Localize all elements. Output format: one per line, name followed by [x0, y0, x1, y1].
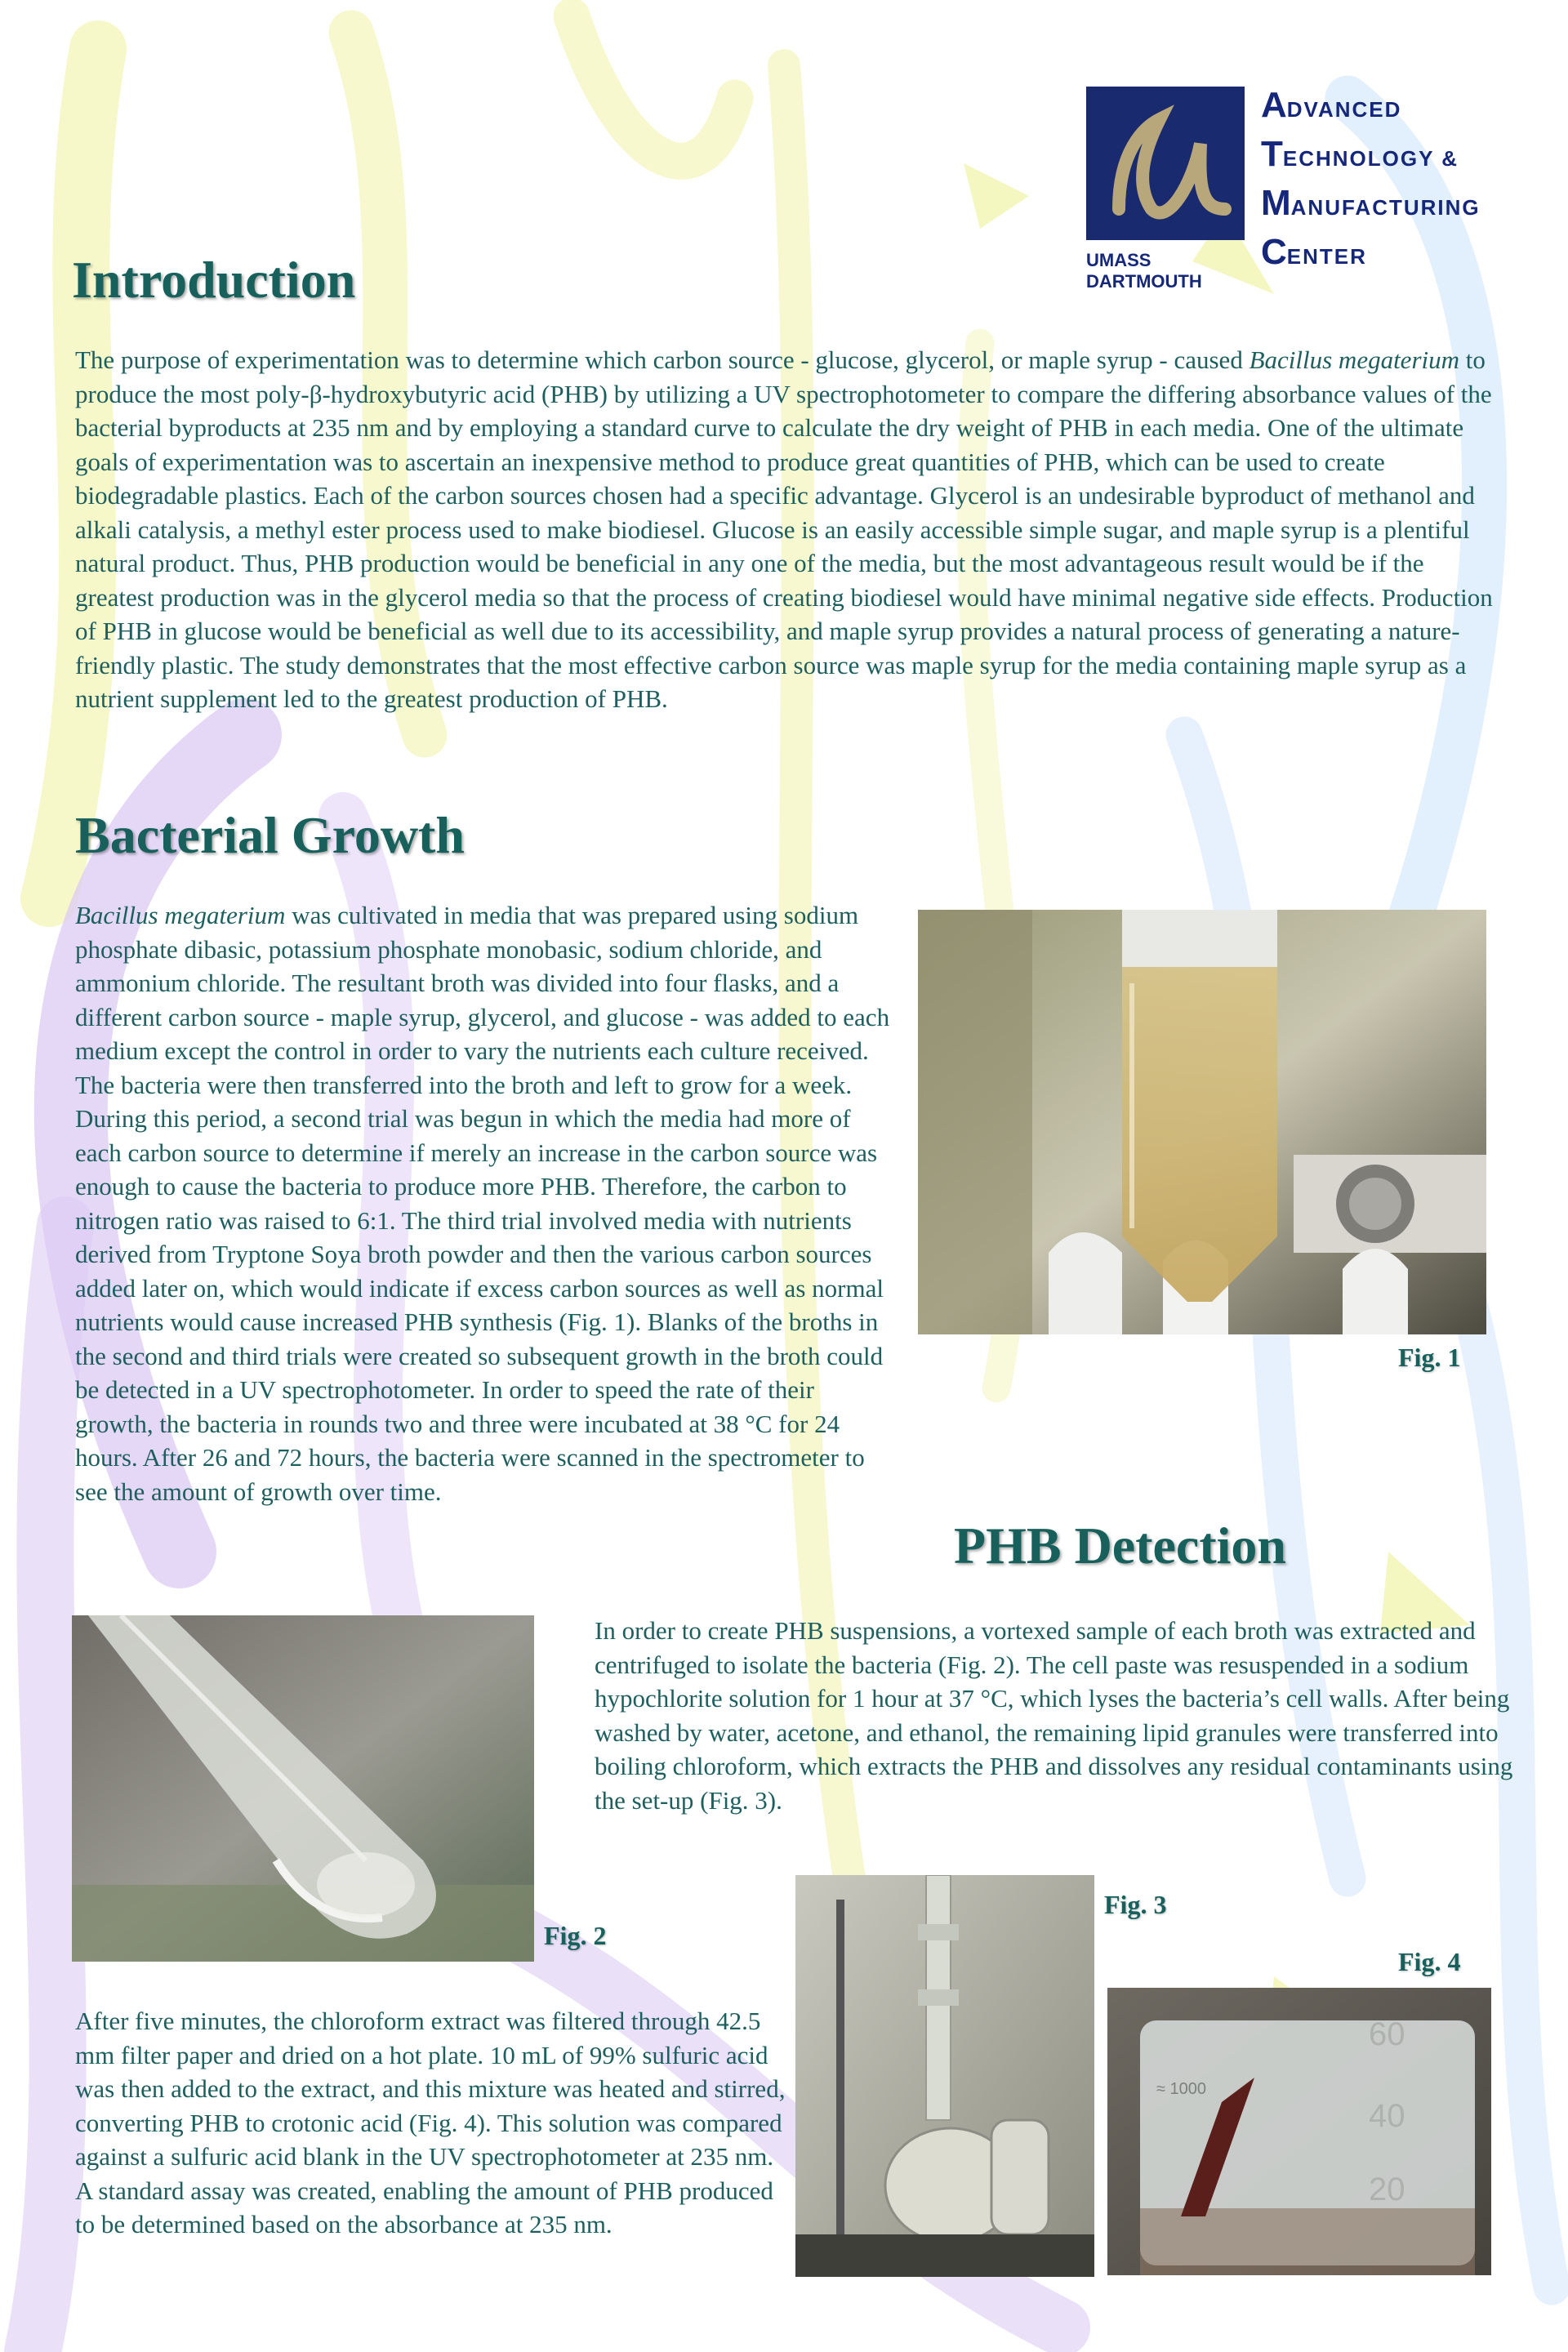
phb-detection-paragraph-2: After five minutes, the chloroform extract was filtered through 42.5 mm filter paper and dried on a hot plate. 10 mL of 99% sulfuric acid was then added to the extract, and this mixture was heated and stirred, converting PHB to crotonic acid (Fig. 4). This solution was compared against a sulfuric acid blank in the UV spectrophotometer at 235 nm. A standard assay was created, enabling the amount of PHB produced to be determined based on the absorbance at 235 nm. — [75, 2007, 786, 2238]
logo-emblem — [1086, 87, 1245, 240]
fig1-label: Fig. 1 — [1398, 1343, 1461, 1372]
logo-caption: UMASS DARTMOUTH — [1086, 250, 1202, 292]
fig4-label: Fig. 4 — [1398, 1947, 1461, 1976]
bacterial-growth-heading: Bacterial Growth — [75, 806, 465, 864]
beaker-text: ≈ 1000 — [1156, 2080, 1207, 2098]
beaker-mark-20: 20 — [1369, 2172, 1405, 2207]
fig2-photo-test-tube — [72, 1615, 534, 1962]
logo-line-manufacturing: MANUFACTURING — [1261, 183, 1481, 223]
beaker-mark-40: 40 — [1369, 2098, 1405, 2134]
bacterial-growth-paragraph: Bacillus megaterium was cultivated in media that was prepared using sodium phosphate dibasic, potassium phosphate monobasic, sodium chloride, and ammonium chloride. The resultant broth was divided into four flasks, and a different carbon source - maple syrup, glycerol, and glucose - was added to each medium except the control in order to vary the nutrients each culture received. The bacteria were then transferred into the broth and left to grow for a week. During this period, a second trial was begun in which the media had more of each carbon source to determine if merely an increase in the carbon source was enough to cause the bacteria to produce more PHB. Therefore, the carbon to nitrogen ratio was raised to 6:1. The third trial involved media with nutrients derived from Tryptone Soya broth powder and then the various carbon sources added later on, which would indicate if excess carbon sources as well as normal nutrients would cause increased PHB synthesis (Fig. 1). Blanks of the broths in the second and third trials were created so subsequent growth in the broth could be detected in a UV spectrophotometer. In order to speed the rate of their growth, the bacteria in rounds two and three were incubated at 38 °C for 24 hours. After 26 and 72 hours, the bacteria were scanned in the spectrometer to see the amount of growth over time. — [75, 901, 890, 1506]
logo-line-advanced: ADVANCED — [1261, 85, 1402, 125]
phb-detection-paragraph-1: In order to create PHB suspensions, a vortexed sample of each broth was extracted and centrifuged to isolate the bacteria (Fig. 2). The cell paste was resuspended in a sodium hypochlorite solution for 1 hour at 37 °C, which lyses the bacteria’s cell walls. After being washed by water, acetone, and ethanol, the remaining lipid granules were transferred into boiling chloroform, which extracts the PHB and dissolves any residual contaminants using the set-up (Fig. 3). — [595, 1616, 1513, 1815]
introduction-paragraph: The purpose of experimentation was to determine which carbon source - glucose, glycerol, or maple syrup - caused Bacillus megaterium to produce the most poly-β-hydroxybutyric acid (PHB) by utilizing a UV spectrophotometer to compare the differing absorbance values of the bacterial byproducts at 235 nm and by employing a standard curve to calculate the dry weight of PHB in each media. One of the ultimate goals of experimentation was to ascertain an inexpensive method to produce great quantities of PHB, which can be used to create biodegradable plastics. Each of the carbon sources chosen had a specific advantage. Glycerol is an undesirable byproduct of methanol and alkali catalysis, a methyl ester process used to make biodiesel. Glucose is an easily accessible simple sugar, and maple syrup is a plentiful natural product. Thus, PHB production would be beneficial in any one of the media, but the most advantageous result would be if the greatest production was in the glycerol media so that the process of creating biodiesel would have minimal negative side effects. Production of PHB in glucose would be beneficial as well due to its accessibility, and maple syrup provides a natural process of generating a nature-friendly plastic. The study demonstrates that the most effective carbon source was maple syrup for the media containing maple syrup as a nutrient supplement led to the greatest production of PHB. — [75, 345, 1493, 713]
atmc-logo — [1086, 85, 1481, 292]
fig4-photo-beaker — [1107, 1988, 1491, 2275]
species-name: Bacillus megaterium — [75, 901, 286, 929]
species-name: Bacillus megaterium — [1249, 345, 1460, 374]
beaker-mark-60: 60 — [1369, 2016, 1405, 2052]
fig1-photo-centrifuge-tube — [918, 910, 1486, 1334]
fig2-label: Fig. 2 — [544, 1921, 607, 1950]
introduction-heading: Introduction — [72, 251, 356, 309]
fig3-photo-extraction-setup — [795, 1875, 1094, 2277]
fig3-label: Fig. 3 — [1104, 1890, 1167, 1919]
logo-line-center: CENTER — [1261, 232, 1367, 272]
logo-line-technology: TECHNOLOGY & — [1261, 134, 1459, 174]
phb-detection-heading: PHB Detection — [954, 1517, 1286, 1575]
